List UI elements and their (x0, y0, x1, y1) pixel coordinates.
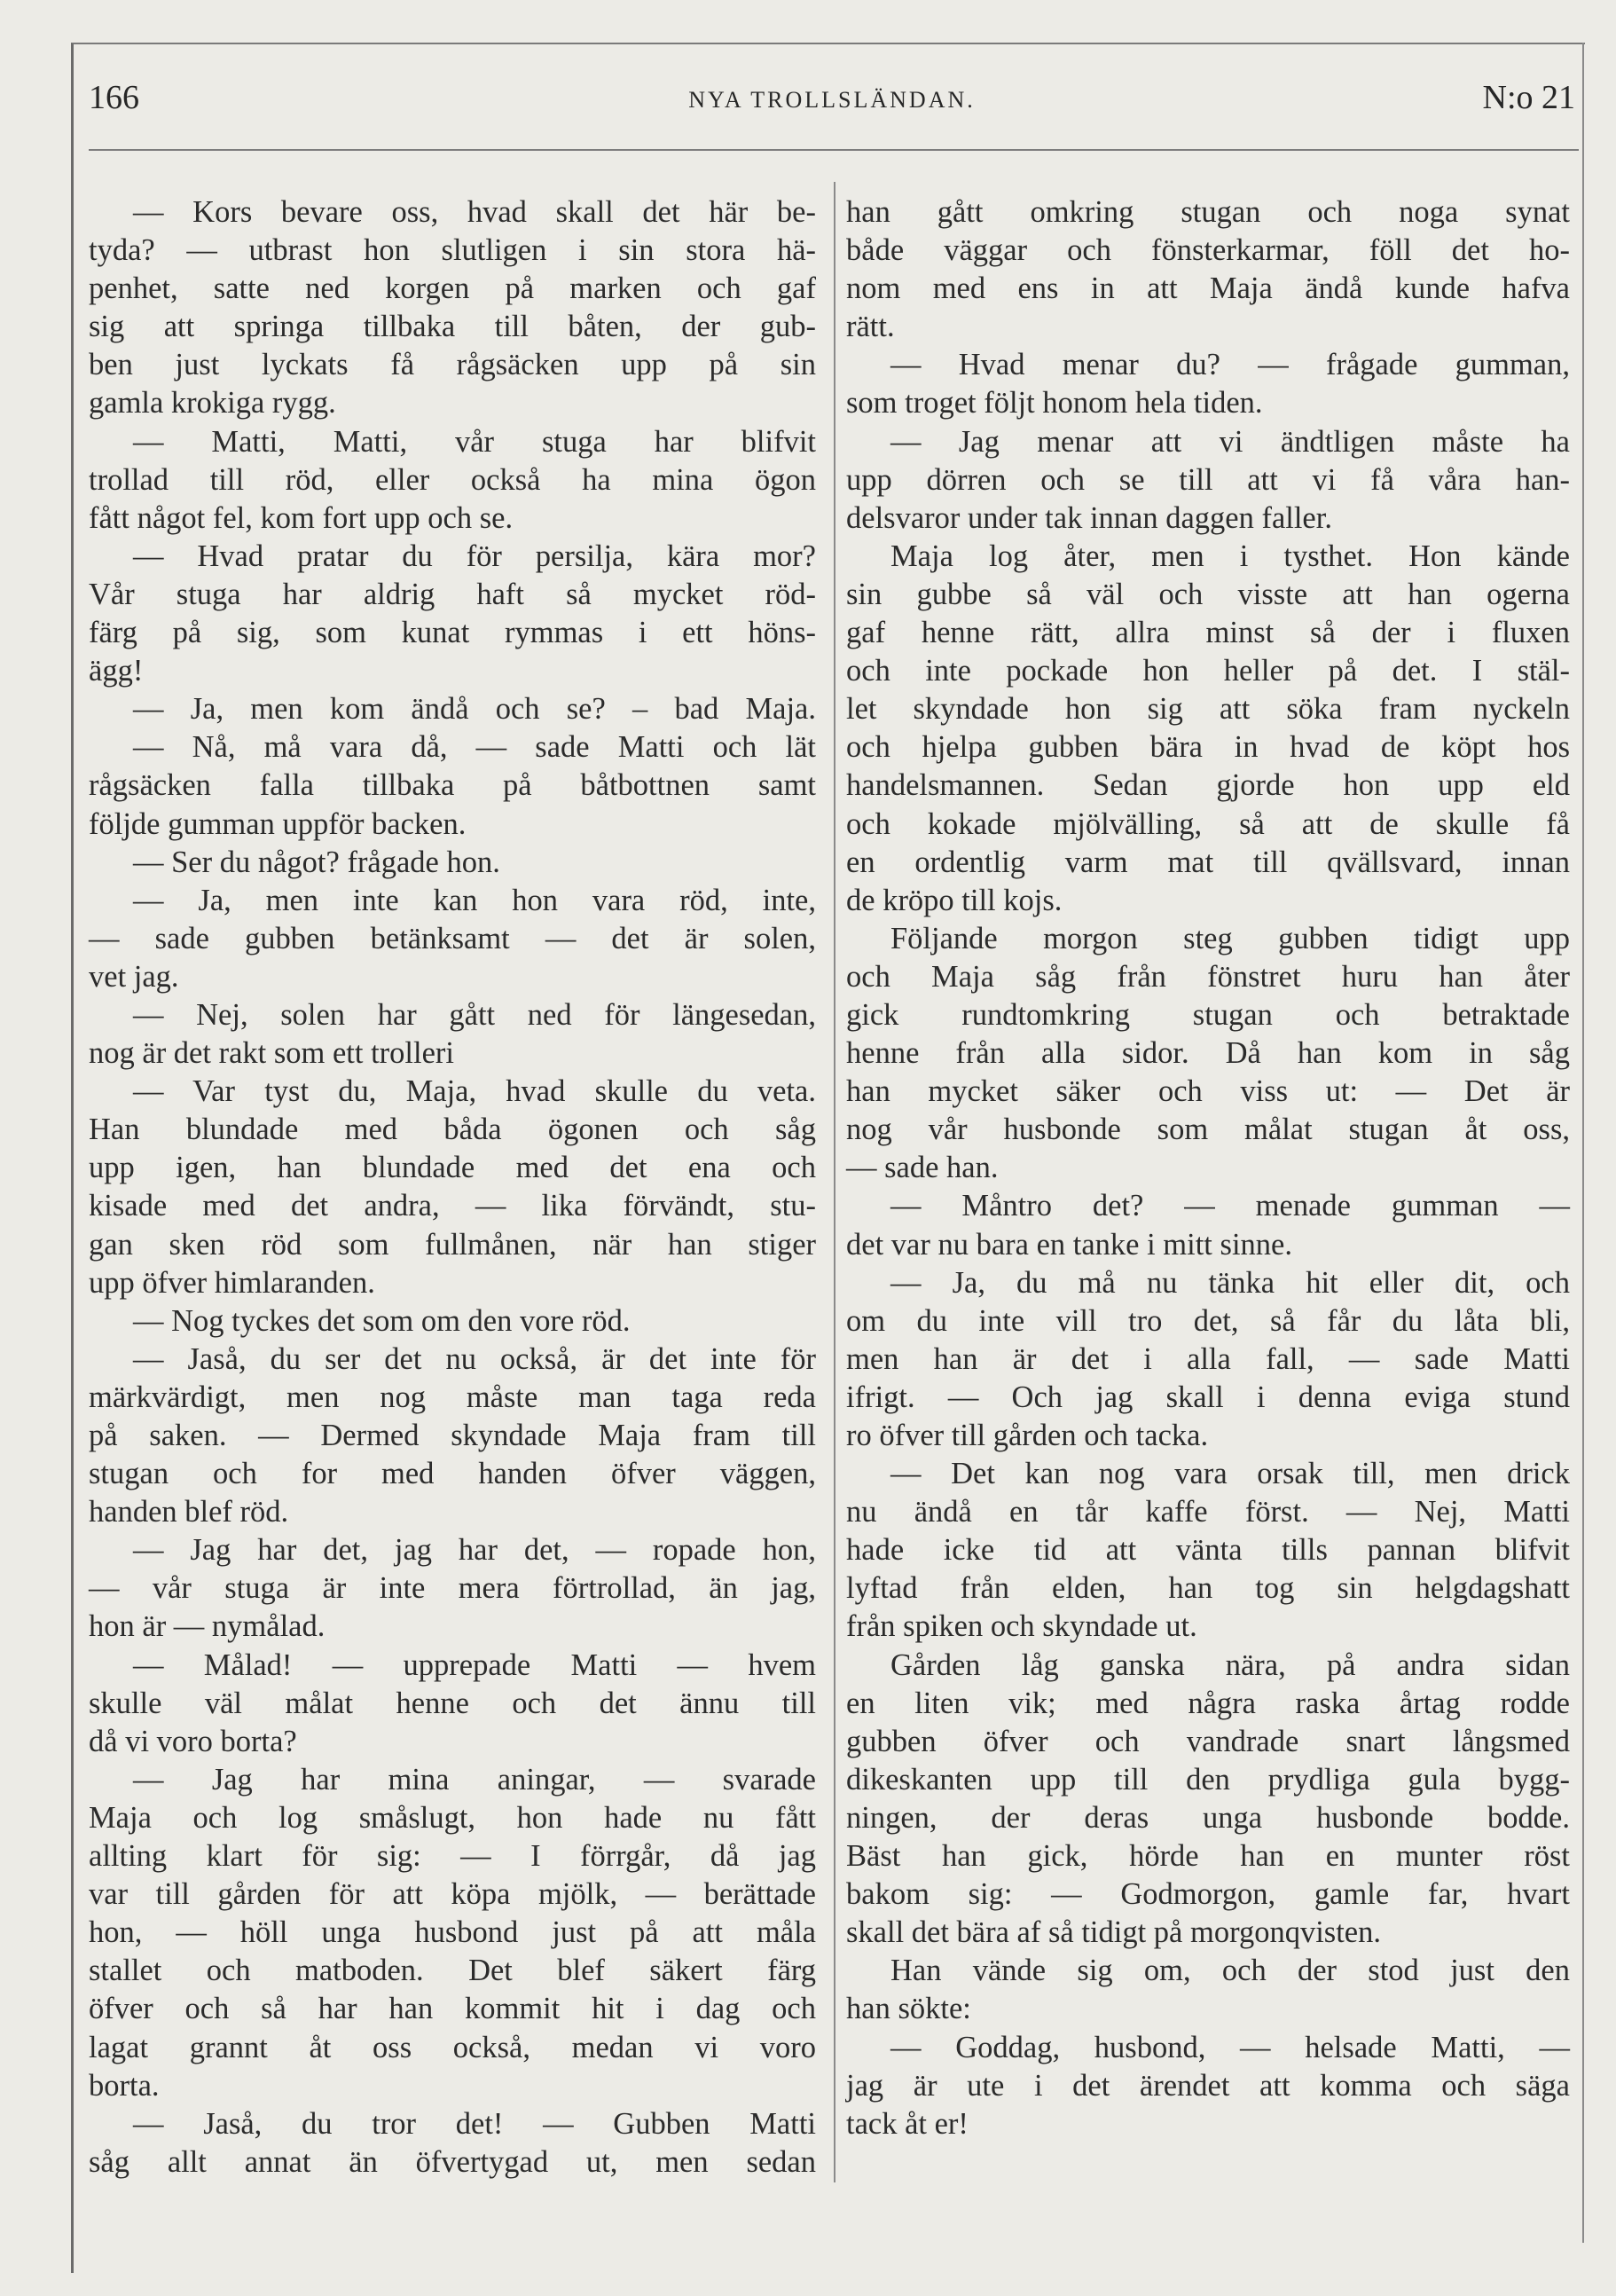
text-line: ningen, der deras unga husbonde bodde. (846, 1800, 1570, 1835)
page-header (89, 71, 1575, 124)
text-line: — Kors bevare oss, hvad skall det här be- (133, 195, 816, 229)
text-line: Maja log åter, men i tysthet. Hon kände (890, 539, 1570, 573)
text-line: Följande morgon steg gubben tidigt upp (890, 921, 1570, 955)
text-line: — Jag har mina aningar, — svarade (133, 1762, 816, 1797)
text-line: ägg! (89, 654, 144, 688)
text-line: stugan och for med handen öfver väggen, (89, 1457, 816, 1491)
text-line: och Maja såg från fönstret huru han åter (846, 959, 1570, 994)
page-number: 166 (89, 79, 139, 116)
text-line: han mycket säker och viss ut: — Det är (846, 1074, 1570, 1109)
text-line: gamla krokiga rygg. (89, 386, 336, 421)
text-line: allting klart för sig: — I förrgår, då jag (89, 1839, 816, 1874)
text-line: delsvaror under tak innan daggen faller. (846, 500, 1332, 535)
text-line: och inte pockade hon heller på det. I stäl- (846, 654, 1570, 688)
text-line: — Ja, du må nu tänka hit eller dit, och (890, 1265, 1570, 1300)
text-line: borta. (89, 2068, 160, 2103)
text-line: skall det bära af så tidigt på morgonqvisten. (846, 1915, 1381, 1950)
text-line: henne från alla sidor. Då han kom in såg (846, 1036, 1570, 1071)
text-line: om du inte vill tro det, så får du låta bli, (846, 1303, 1570, 1338)
text-line: handen blef röd. (89, 1495, 289, 1529)
text-line: kisade med det andra, — lika förvändt, stu- (89, 1189, 816, 1223)
text-line: nog är det rakt som ett trolleri (89, 1036, 454, 1071)
text-line: nu ändå en tår kaffe först. — Nej, Matti (846, 1495, 1570, 1529)
text-line: ro öfver till gården och tacka. (846, 1419, 1209, 1452)
text-line: både väggar och fönsterkarmar, föll det ho- (846, 233, 1570, 268)
text-line: gaf henne rätt, allra minst så der i fluxen (846, 616, 1570, 650)
text-line: öfver och så har han kommit hit i dag och (89, 1992, 816, 2026)
text-line: — Hvad pratar du för persilja, kära mor? (133, 539, 816, 573)
right-column (846, 193, 1570, 2143)
text-line: — Hvad menar du? — frågade gumman, (890, 348, 1570, 382)
text-line: hon, — höll unga husbond just på att måla (89, 1915, 816, 1950)
text-line: som troget följt honom hela tiden. (846, 386, 1263, 421)
text-line: Han vände sig om, och der stod just den (890, 1954, 1570, 1988)
text-line: — Måntro det? — menade gumman — (890, 1189, 1570, 1223)
header-rule (89, 149, 1579, 151)
text-line: och hjelpa gubben bära in hvad de köpt hos (846, 730, 1570, 765)
text-line: tack åt er! (846, 2106, 969, 2141)
text-line: — Ja, men inte kan hon vara röd, inte, (133, 883, 816, 917)
text-line: Han blundade med båda ögonen och såg (89, 1113, 816, 1147)
text-line: upp igen, han blundade med det ena och (89, 1151, 816, 1185)
text-line: Bäst han gick, hörde han en munter röst (846, 1839, 1570, 1874)
journal-title: NYA TROLLSLÄNDAN. (688, 87, 976, 113)
text-line: stallet och matboden. Det blef säkert färg (89, 1954, 816, 1988)
text-line: lyftad från elden, han tog sin helgdagshatt (846, 1571, 1570, 1606)
text-line: handelsmannen. Sedan gjorde hon upp eld (846, 768, 1570, 803)
text-line: rågsäcken falla tillbaka på båtbottnen samt (89, 768, 816, 803)
text-line: tyda? — utbrast hon slutligen i sin stora hä- (89, 233, 816, 268)
text-line: sin gubbe så väl och visste att han ogerna (846, 577, 1570, 611)
text-line: — Var tyst du, Maja, hvad skulle du veta. (133, 1074, 816, 1109)
text-line: — sade gubben betänksamt — det är solen, (89, 921, 816, 955)
text-line: — vår stuga är inte mera förtrollad, än jag, (89, 1571, 816, 1606)
text-line: — Jaså, du tror det! — Gubben Matti (133, 2106, 816, 2141)
text-line: färg på sig, som kunat rymmas i ett höns- (89, 616, 816, 650)
text-line: Vår stuga har aldrig haft så mycket röd- (89, 577, 816, 611)
text-line: de kröpo till kojs. (846, 883, 1063, 917)
page-frame-right (1582, 43, 1584, 2243)
text-line: han gått omkring stugan och noga synat (846, 195, 1570, 229)
text-line: — Nå, må vara då, — sade Matti och lät (133, 730, 816, 765)
text-line: då vi voro borta? (89, 1724, 297, 1758)
text-line: upp öfver himlaranden. (89, 1265, 375, 1300)
column-divider (834, 182, 835, 2182)
text-line: från spiken och skyndade ut. (846, 1609, 1197, 1644)
text-line: nog vår husbonde som målat stugan åt oss, (846, 1113, 1570, 1147)
text-line: på saken. — Dermed skyndade Maja fram till (89, 1419, 816, 1452)
text-line: — Ser du något? frågade hon. (133, 845, 500, 879)
text-line: — Nej, solen har gått ned för längesedan, (133, 997, 816, 1032)
text-line: en liten vik; med några raska årtag rodde (846, 1686, 1570, 1720)
text-line: men han är det i alla fall, — sade Matti (846, 1341, 1570, 1376)
text-line: — Jag har det, jag har det, — ropade hon, (133, 1533, 816, 1568)
text-line: rätt. (846, 310, 895, 344)
text-line: — Goddag, husbond, — helsade Matti, — (890, 2030, 1570, 2064)
text-line: gick rundtomkring stugan och betraktade (846, 997, 1570, 1032)
issue-number: N:o 21 (1482, 79, 1575, 116)
text-line: märkvärdigt, men nog måste man taga reda (89, 1380, 816, 1414)
text-line: det var nu bara en tanke i mitt sinne. (846, 1227, 1292, 1262)
text-line: Maja och log småslugt, hon hade nu fått (89, 1800, 816, 1835)
text-line: vet jag. (89, 959, 179, 994)
text-line: — Ja, men kom ändå och se? – bad Maja. (133, 692, 816, 727)
text-line: dikeskanten upp till den prydliga gula bygg- (846, 1762, 1570, 1797)
text-line: — Målad! — upprepade Matti — hvem (133, 1647, 816, 1682)
text-line: let skyndade hon sig att söka fram nyckeln (846, 692, 1570, 727)
text-line: hon är — nymålad. (89, 1609, 326, 1644)
text-line: upp dörren och se till att vi få våra han- (846, 462, 1570, 497)
text-line: sig att springa tillbaka till båten, der gub- (89, 310, 816, 344)
text-line: jag är ute i det ärendet att komma och säga (846, 2068, 1570, 2103)
text-line: — Det kan nog vara orsak till, men drick (890, 1457, 1570, 1491)
text-line: ben just lyckats få rågsäcken upp på sin (89, 348, 816, 382)
text-line: följde gumman uppför backen. (89, 806, 467, 841)
text-line: — Jag menar att vi ändtligen måste ha (890, 424, 1570, 459)
text-line: gubben öfver och vandrade snart långsmed (846, 1724, 1570, 1758)
text-line: såg allt annat än öfvertygad ut, men sedan (89, 2144, 816, 2179)
text-line: ifrigt. — Och jag skall i denna eviga stund (846, 1380, 1570, 1414)
text-line: — Jaså, du ser det nu också, är det inte för (133, 1341, 816, 1376)
text-line: var till gården för att köpa mjölk, — berättade (89, 1877, 816, 1912)
text-line: en ordentlig varm mat till qvällsvard, innan (846, 845, 1570, 879)
text-line: skulle väl målat henne och det ännu till (89, 1686, 816, 1720)
text-line: bakom sig: — Godmorgon, gamle far, hvart (846, 1877, 1570, 1912)
text-line: han sökte: (846, 1992, 971, 2026)
text-line: trollad till röd, eller också ha mina ögon (89, 462, 816, 497)
text-line: fått något fel, kom fort upp och se. (89, 500, 514, 535)
text-line: gan sken röd som fullmånen, när han stiger (89, 1227, 816, 1262)
text-line: — Nog tyckes det som om den vore röd. (133, 1303, 631, 1338)
text-line: — Matti, Matti, vår stuga har blifvit (133, 424, 816, 459)
text-line: lagat grannt åt oss också, medan vi voro (89, 2030, 816, 2064)
text-line: penhet, satte ned korgen på marken och gaf (89, 271, 816, 306)
text-line: och kokade mjölvälling, så att de skulle få (846, 806, 1570, 841)
left-column (89, 193, 816, 2182)
text-line: nom med ens in att Maja ändå kunde hafva (846, 271, 1570, 306)
text-line: — sade han. (846, 1151, 999, 1185)
text-line: hade icke tid att vänta tills pannan blifvit (846, 1533, 1570, 1568)
text-line: Gården låg ganska nära, på andra sidan (890, 1647, 1570, 1682)
